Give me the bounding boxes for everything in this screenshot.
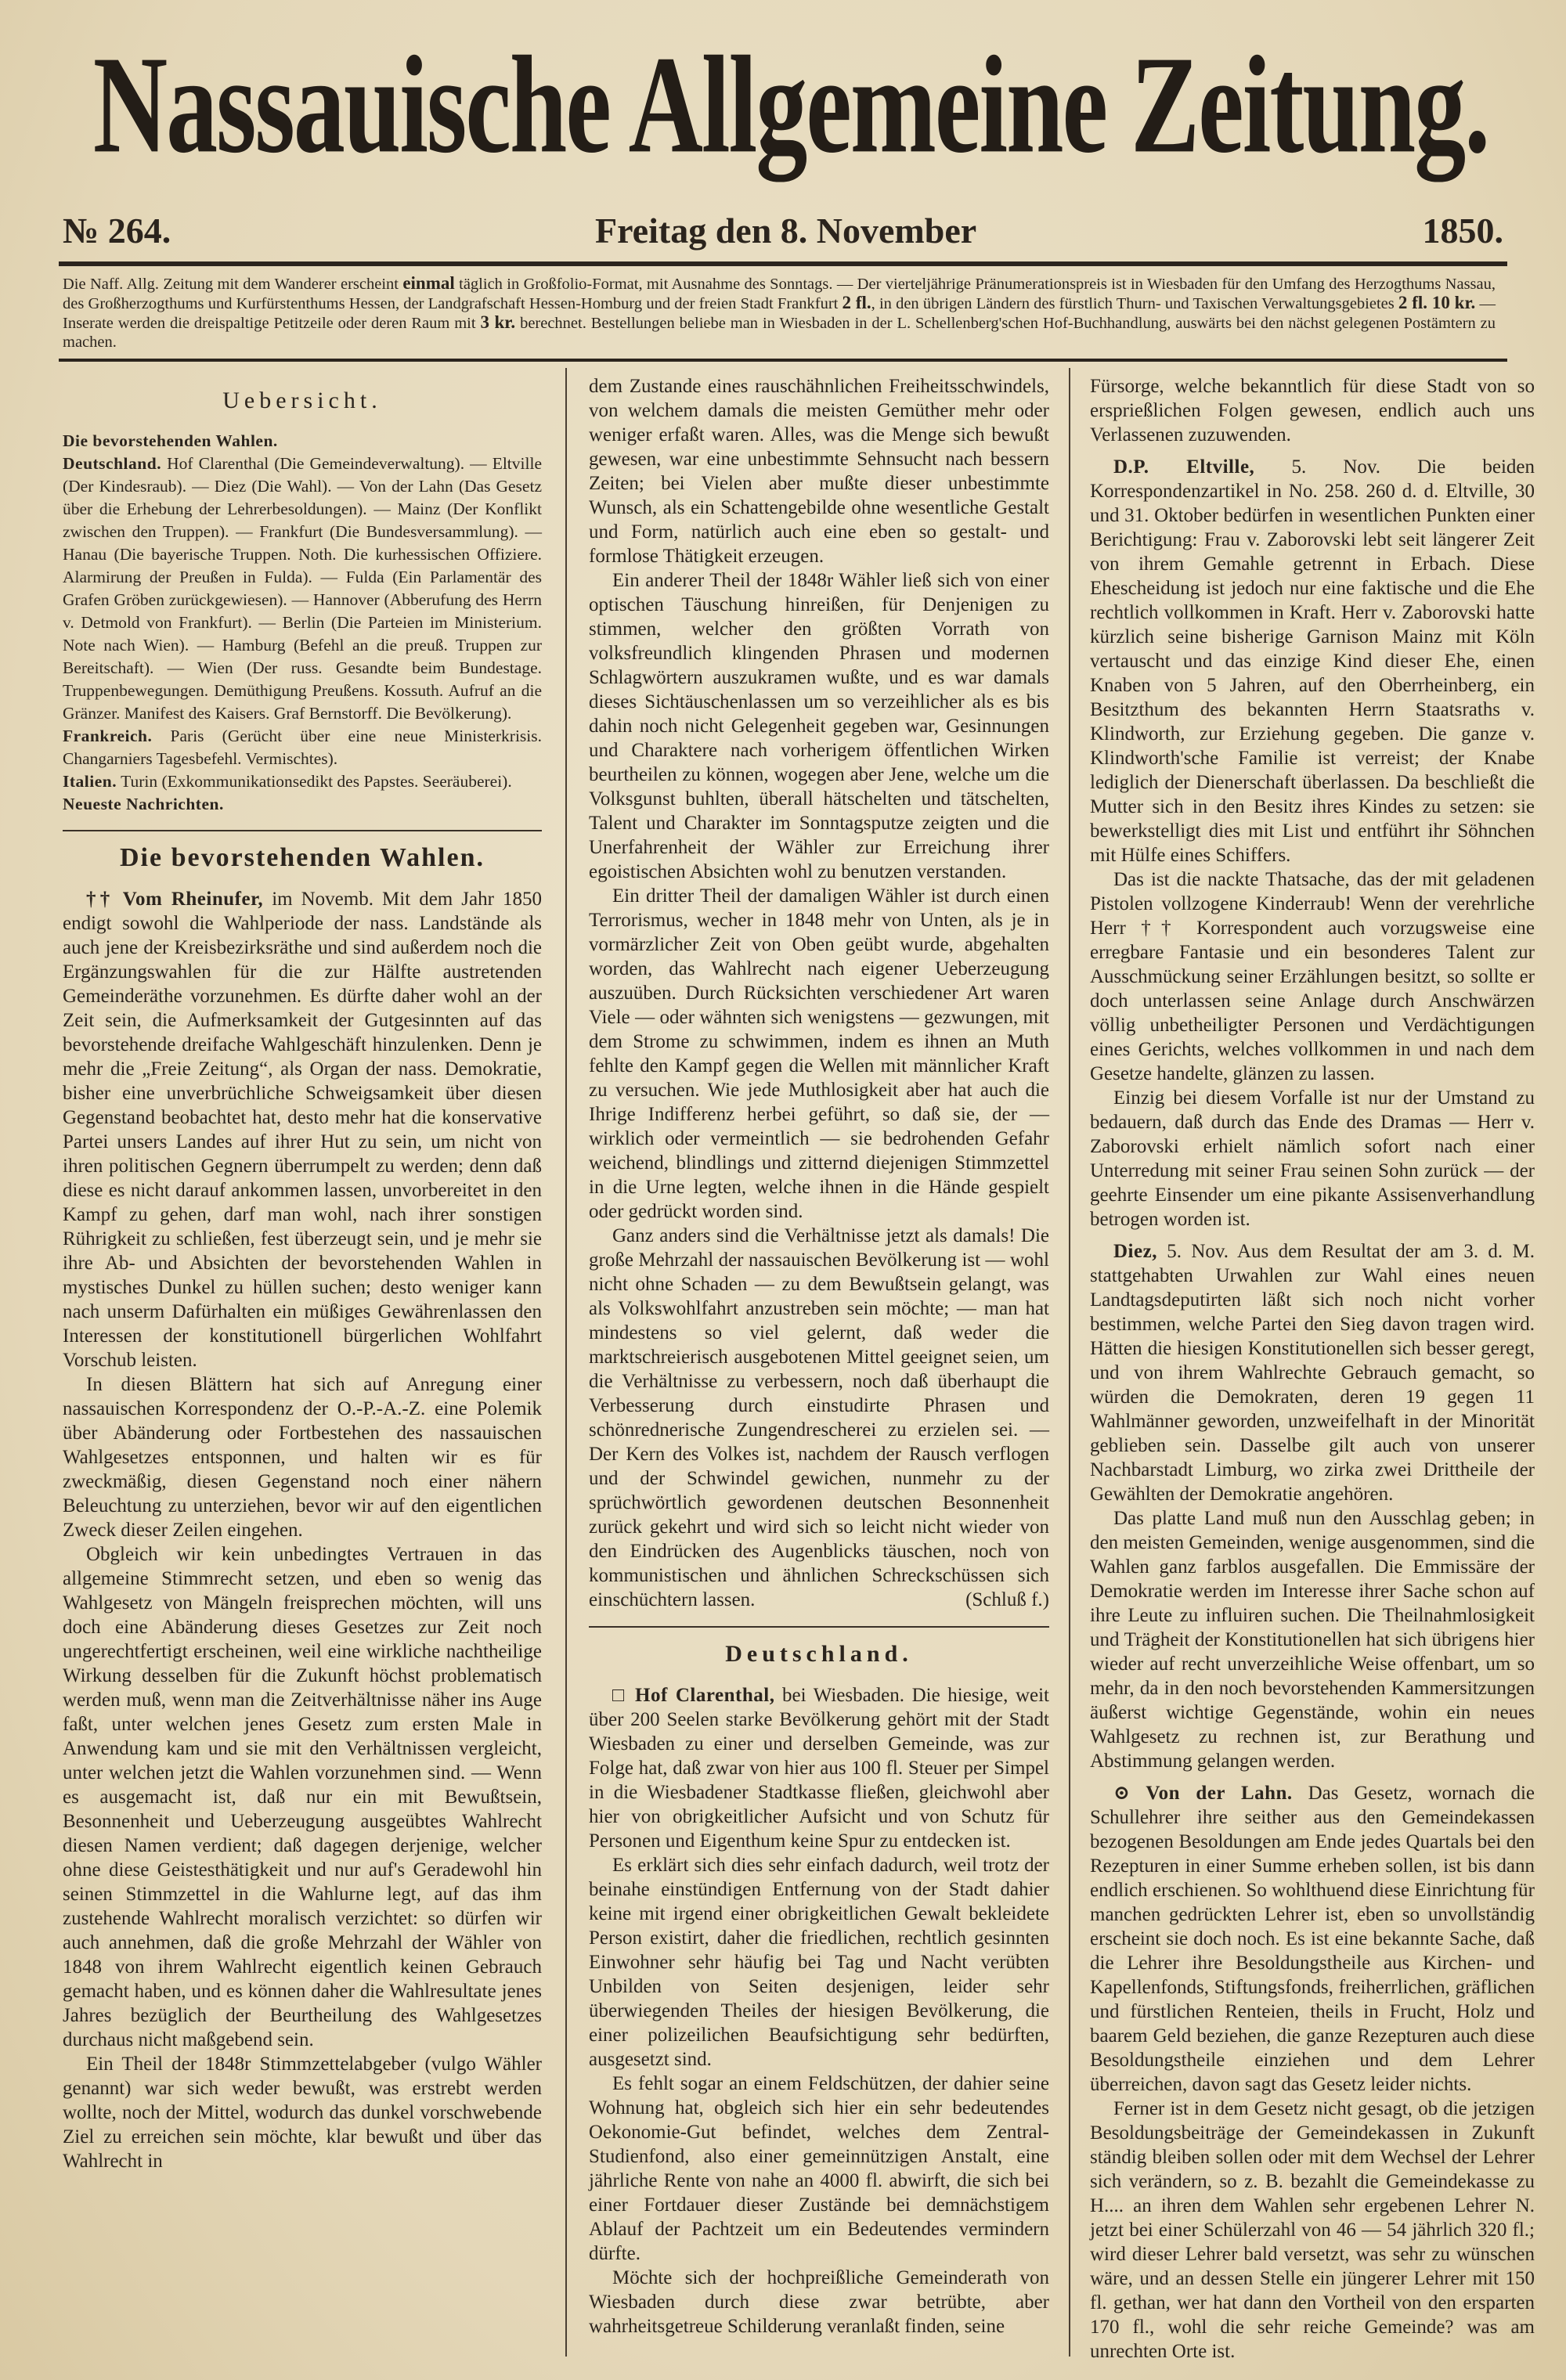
article-paragraph: In diesen Blättern hat sich auf Anregung einer nassauischen Korrespondenz der O.-P.-A.-Z. eine Polemik über Abänderung oder Fortbestehen des nassauischen Wahlgesetzes entsponnen, und halten wir es für zweckmäßig, diesen Gegenstand noch einer nähern Beleuchtung zu unterziehen, bevor wir auf den eigentlichen Zweck dieser Zeilen eingehen. (63, 1374, 542, 1541)
paragraph-text: 5. Nov. Die beiden Korrespondenzartikel in No. 258. 260 d. d. Eltville, 30 und 31. Oktober bedürfen in wesentlichen Punkten einer Berichtigung: Frau v. Zaborovski lebt seit längerer Zeit von ihrem Gemahle getrennt in Erbach. Diese Ehescheidung ist jedoch nur eine faktische und die Ehe rechtlich vollkommen in Kraft. Herr v. Zaborovski hatte kürzlich seine bisherige Garnison Mainz mit Köln vertauscht und das einzige Kind dieser Ehe, einen Knaben von 5 Jahren, auf den Oberrheinberg, ein Besitzthum des bekannten Herrn Staatsraths v. Klindworth, zur Erziehung gegeben. Die ganze v. Klindworth'sche Familie ist verreist; der Knabe lediglich der Dienerschaft überlassen. Da beschließt die Mutter sich in den Besitz ihres Kindes zu setzen: sie bewerkstelligt dies mit List und entführt ihr Söhnchen mit Hülfe eines Schiffers. (1090, 456, 1535, 866)
column-divider (565, 368, 567, 2357)
section-rule (63, 830, 542, 831)
article-paragraph (1090, 1239, 1535, 1506)
article-paragraph: Ferner ist in dem Gesetz nicht gesagt, ob die jetzigen Besoldungsbeiträge der Gemeindekassen in Zukunft ständig bleiben sollen oder mit dem Wechsel der Lehrer sich verändern, so z. B. bezahlt die Gemeindekasse zu H.... an ihren dem Wahlen sehr ergebenen Lehrer N. jetzt bei einer Schülerzahl von 46 — 54 jährlich 320 fl.; wird dieser Lehrer bald versetzt, was sehr zu wünschen wäre, und an dessen Stelle ein jüngerer Lehrer mit 150 fl. gethan, wer hat dann den Vortheil von den ersparten 170 fl., wohl die sehr reiche Gemeinde? was am unrechten Orte ist. (1090, 2098, 1535, 2362)
article-paragraph (589, 1224, 1049, 1612)
notice-text: berechnet. Bestellungen beliebe man in Wiesbaden in der L. Schellenberg'schen Hof-Buchhandlung, auswärts bei den nächst gelegenen Postämtern zu machen. (63, 315, 1496, 351)
article-paragraph (1090, 455, 1535, 867)
overview-item (63, 453, 542, 725)
masthead-title: Nassauische Allgemeine Zeitung. (92, 27, 1489, 182)
article-heading: Die bevorstehenden Wahlen. (119, 843, 485, 872)
overview-lead: Italien. (63, 772, 117, 791)
article-paragraph: Obgleich wir kein unbedingtes Vertrauen in das allgemeine Stimmrecht setzen, und eben so wenig das Wahlgesetz von Mängeln freisprechen möchten, will uns doch eine Abänderung dieses Gesetzes zur Zeit noch ungerechtfertigt erscheinen, weil eine wirkliche nachtheilige Wirkung desselben für die Zukunft höchst problematisch werden muß, wenn man die Zeitverhältnisse näher ins Auge faßt, unter welchen jenes Gesetz zum ersten Male in Anwendung kam und sie mit den Verhältnissen vergleicht, unter welchen jetzt die Wahlen vorzunehmen sind. — Wenn es ausgemacht ist, daß nur ein mit Bewußtsein, Besonnenheit und Ueberzeugung ausgeübtes Wahlrecht diesen Namen verdient; daß dagegen derjenige, welcher ohne diese Geistesthätigkeit und nur auf's Geradewohl hin seinen Stimmzettel in die Wahlurne legt, auf das ihm zustehende Wahlrecht moralisch verzichtet: so dürfen wir auch annehmen, daß die große Mehrzahl der Wähler von 1848 von ihrem Wahlrecht eigentlich keinen Gebrauch gemacht haben, und es können daher die Wahlresultate jenes Jahres bezüglich der Beurtheilung des Wahlgesetzes durchaus nicht maßgebend sein. (63, 1544, 542, 2050)
notice-price: 2 fl. (842, 293, 871, 312)
notice-emphasis: einmal (402, 273, 455, 293)
notice-text: — Inserate werden die dreispaltige Petitzeile oder deren Raum mit (63, 295, 1496, 332)
dateline (63, 210, 1503, 257)
issue-number: № 264. (63, 211, 171, 251)
overview-lead: Deutschland. (63, 454, 162, 473)
issue-year: 1850. (1422, 211, 1503, 251)
overview-heading: Uebersicht. (222, 388, 382, 413)
article-paragraph (63, 887, 542, 1372)
article-paragraph: Möchte sich der hochpreißliche Gemeinderath von Wiesbaden durch diese zwar betrübte, aber wahrheitsgetreue Schilderung veranlaßt finden, seine (589, 2267, 1049, 2337)
notice-price: 2 fl. 10 kr. (1398, 293, 1476, 312)
article-paragraph: Ein Theil der 1848r Stimmzettelabgeber (vulgo Wähler genannt) war sich weder bewußt, was erstrebt werden wollte, noch der Mittel, wodurch das dunkel vorschwebende Ziel zu erreichen sein möchte, klar bewußt und über das Wahlrecht in (63, 2054, 542, 2172)
article-paragraph (589, 1683, 1049, 1853)
subscription-notice (63, 274, 1496, 352)
overview-item (63, 430, 542, 453)
header-rule (59, 261, 1507, 266)
article-dateline: D.P. Eltville, (1113, 456, 1255, 478)
paragraph-text: bei Wiesbaden. Die hiesige, weit über 200 Seelen starke Bevölkerung gehört mit der Stadt Wiesbaden zu einer und derselben Gemeinde, was zur Folge hat, daß zwar von hier aus 100 fl. Steuer per Simpel in die Wiesbadener Stadtkasse fließen, gleichwohl aber hier von obrigkeitlicher Aufsicht und von Schutz für Personen und Eigenthum keine Spur zu entdecken ist. (589, 1685, 1049, 1852)
continued-note: (Schluß f.) (965, 1589, 1049, 1610)
column-3 (1090, 374, 1535, 2364)
article-paragraph: Ein anderer Theil der 1848r Wähler ließ sich von einer optischen Täuschung hinreißen, für Denjenigen zu stimmen, welcher den größten Vorrath von volksfreundlich klingenden Phrasen und modernen Schlagwörtern auszukramen wußte, und es war damals dieses Sichtäuschenlassen um so verzeihlicher als es bis dahin noch nicht Gelegenheit gegeben war, Gesinnungen und Charaktere nach vorherigem öffentlichen Wirken beurtheilen zu können, wogegen aber Jene, welche um die Volksgunst buhlten, überall hätschelten und tätschelten, Talent und Charakter im Sonntagsputze zeigten und die Unerfahrenheit der Wähler zur Erreichung ihrer egoistischen Absichten wohl zu benutzen verstanden. (589, 570, 1049, 882)
article-dateline: Diez, (1113, 1241, 1157, 1262)
overview-text: Hof Clarenthal (Die Gemeindeverwaltung). — Eltville (Der Kindesraub). — Diez (Die Wahl). — Von der Lahn (Das Gesetz über die Erhebung der Lehrerbesoldungen). — Mainz (Der Konflikt zwischen den Truppen). — Frankfurt (Die Bundesversammlung). — Hanau (Die bayerische Truppen. Noth. Die kurhessischen Offiziere. Alarmirung der Preußen in Fulda). — Fulda (Ein Parlamentär des Grafen Gröben zurückgewiesen). — Hannover (Abberufung des Herrn v. Detmold von Frankfurt). — Berlin (Die Parteien im Ministerium. Note nach Wien). — Hamburg (Befehl an die preuß. Truppen zur Bereitschaft). — Wien (Der russ. Gesandte beim Bundestage. Truppenbewegungen. Demüthigung Preußens. Kossuth. Aufruf an die Gränzer. Manifest des Kaisers. Graf Bernstorff. Die Bevölkerung). (63, 454, 542, 723)
article-paragraph: Es erklärt sich dies sehr einfach dadurch, weil trotz der beinahe einstündigen Entfernung von der Stadt dahier keine mit irgend einer obrigkeitlichen Gewalt bekleidete Person existirt, daher die friedlichen, rechtlich gesinnten Einwohner sehr häufig bei Tag und Nacht verübten Unbilden von Seiten desjenigen, leider sehr überwiegenden Theiles der hiesigen Bevölkerung, die einer polizeilichen Beaufsichtigung sehr bedürften, ausgesetzt sind. (589, 1855, 1049, 2070)
notice-price: 3 kr. (480, 312, 516, 332)
overview-text: Turin (Exkommunikationsedikt des Papstes. Seeräuberei). (121, 772, 512, 791)
overview-item (63, 793, 542, 816)
article-paragraph: Das ist die nackte Thatsache, das der mit geladenen Pistolen vollzogene Kinderraub! Wenn der verehrliche Herr †† Korrespondent auch vorzugsweise eine erregbare Fantasie und ein besonderes Talent zur Ausschmückung seiner Erzählungen besitzt, so sollte er doch unterlassen seine Anlage durch Anschwärzen völlig unbetheiligter Personen und Verdächtigungen eines Gerichts, welches vollkommen in und nach dem Gesetze handelte, glänzen zu lassen. (1090, 869, 1535, 1084)
notice-text: täglich in Großfolio-Format, mit Ausnahme des Sonntags. — Der vierteljährige Pränumerationspreis ist in Wiesbaden für den Umfang des Herzogthums Nassau, des Großherzogthums und Kurfürstenthums Hessen, der Landgrafschaft Hessen-Homburg und der freien Stadt Frankfurt (63, 276, 1496, 312)
article-paragraph: Es fehlt sogar an einem Feldschützen, der dahier seine Wohnung hat, obgleich sich hier ein sehr bedeutendes Oekonomie-Gut befindet, welches dem Zentral-Studienfond, also einer gemeinnützigen Anstalt, eine jährliche Rente von nahe an 4000 fl. abwirft, die sich bei einer Fortdauer dieser Zustände bei demnächstigem Ablauf der Pachtzeit um ein Bedeutendes vermindern dürfte. (589, 2073, 1049, 2264)
overview-lead: Frankreich. (63, 727, 153, 745)
article-dateline: □ Hof Clarenthal, (612, 1685, 775, 1706)
article-paragraph: Ein dritter Theil der damaligen Wähler ist durch einen Terrorismus, wecher in 1848 mehr von Unten, als je in vormärzlicher Zeit von Oben geübt wurde, abgehalten worden, das Wahlrecht nach eigener Ueberzeugung auszuüben. Durch Rücksichten verschiedener Art waren Viele — oder wähnten sich wenigstens — gezwungen, mit dem Strome zu schwimmen, indem es ihnen an Muth fehlte den Kampf gegen die Wellen mit männlicher Kraft zu versuchen. Wie jede Muthlosigkeit aber hat auch die Ihrige Indifferenz herbei geführt, so daß sie, der — wirklich oder vermeintlich — sie bedrohenden Gefahr weichend, blindlings und zitternd diejenigen Stimmzettel in die Urne legten, welche ihnen in die Hände gespielt oder gedrückt worden sind. (589, 885, 1049, 1222)
paragraph-text: Das Gesetz, wornach die Schullehrer ihre seither aus den Gemeindekassen bezogenen Besoldungen am Ende jedes Quartals bei den Rezepturen in einer Summe erheben sollen, ist bis dann endlich erschienen. So wohlthuend diese Einrichtung für manchen gedrückten Lehrer ist, eben so unvollständig erscheint sie doch noch. Es ist eine bekannte Sache, daß die Lehrer ihre Besoldungstheile aus Kirchen- und Kapellenfonds, Stiftungsfonds, freiherrlichen, gräflichen und fürstlichen Renteien, theils in Frucht, Holz und baarem Geld beziehen, die ganze Rezepturen auch diese Besoldungstheile einziehen und dem Lehrer überreichen, davon sagt das Gesetz leider nichts. (1090, 1783, 1535, 2095)
overview-item (63, 725, 542, 770)
article-paragraph: Einzig bei diesem Vorfalle ist nur der Umstand zu bedauern, daß durch das Ende des Dramas — Herr v. Zaborovski erhielt nämlich sofort nach einer Unterredung mit seiner Frau seinen Sohn zurück — der geehrte Einsender um eine pikante Assisenverhandlung betrogen worden ist. (1090, 1087, 1535, 1230)
overview-lead: Die bevorstehenden Wahlen. (63, 431, 278, 450)
article-paragraph: Das platte Land muß nun den Ausschlag geben; in den meisten Gemeinden, wenige ausgenommen, sind die Wahlen ganz farblos ausgefallen. Die Emmissäre der Demokratie werden im Interesse ihrer Sache schon auf ihre Leute zu influiren suchen. Die Theilnahmlosigkeit und Trägheit der Konstitutionellen hat sich übrigens hier wieder auf recht unverzeihliche Weise offenbart, um so mehr, da in den noch bevorstehenden Kammersitzungen äußerst wichtige Gegenstände, wohin ein neues Wahlgesetz zu rechnen ist, zur Berathung und Abstimmung gelangen werden. (1090, 1508, 1535, 1772)
overview-lead: Neueste Nachrichten. (63, 795, 224, 813)
column-divider (1069, 368, 1070, 2357)
overview-text: Paris (Gerücht über eine neue Ministerkrisis. Changarniers Tagesbefehl. Vermischtes). (63, 727, 543, 768)
column-1 (63, 374, 542, 2173)
paragraph-text: im Novemb. Mit dem Jahr 1850 endigt sowohl die Wahlperiode der nass. Landstände als auch jene der Kreisbezirksräthe und sind außerdem noch die Ergänzungswahlen für die zur Hälfte austretenden Gemeinderäthe vorzunehmen. Es dürfte daher wohl an der Zeit sein, die Aufmerksamkeit der Gutgesinnten auf das bevorstehende dreifache Wahlgeschäft hinzulenken. Denn je mehr die „Freie Zeitung“, als Organ der nass. Demokratie, bisher eine unverbrüchliche Schweigsamkeit über diesen Gegenstand beobachtet hat, desto mehr hat die konservative Partei unsers Landes auf ihrer Hut zu sein, um nicht von ihren politischen Gegnern überrumpelt zu werden; denn daß diese es nicht darauf ankommen lassen, unvorbereitet in den Kampf zu gehen, darf man wohl, nach ihrer sonstigen Rührigkeit zu schließen, fest überzeugt sein, und je mehr sie ihre Ab- und Absichten der bevorstehenden Wahlen in mystisches Dunkel zu hüllen suchen; desto weniger kann nach unserm Dafürhalten ein müßiges Gewährenlassen den Interessen der konstitutionell bürgerlichen Wohlfahrt Vorschub leisten. (63, 889, 542, 1371)
column-2 (589, 374, 1049, 2339)
notice-text: , in den übrigen Ländern des fürstlich Thurn- und Taxischen Verwaltungsgebietes (871, 295, 1395, 312)
article-paragraph: Fürsorge, welche bekanntlich für diese Stadt von so ersprießlichen Folgen gewesen, endlich auch uns Verlassenen zuzuwenden. (1090, 376, 1535, 445)
overview-item (63, 770, 542, 793)
paragraph-text: Ganz anders sind die Verhältnisse jetzt als damals! Die große Mehrzahl der nassauischen Bevölkerung ist — wohl nicht ohne Schaden — zu dem Bewußtsein gelangt, was als Volkswohlfahrt anzustreben sein möchte; — man hat mindestens so viel gelernt, daß weder die marktschreierisch ausgebotenen Mittel geeignet seien, um die Verhältnisse zu verbessern, noch daß überhaupt die Verbesserung durch einstudirte Phrasen und schönrednerische Zungendrescherei zu erzielen sei. — Der Kern des Volkes ist, nachdem der Rausch verflogen und der Schwindel gewichen, nunmehr zu der sprüchwörtlich gewordenen deutschen Besonnenheit zurück gekehrt und wird sich so leicht nicht wieder von den Eindrücken des Augenblicks täuschen, noch von kommunistischen und ähnlichen Schreckschüssen sich einschüchtern lassen. (589, 1225, 1049, 1610)
section-rule (589, 1626, 1049, 1628)
article-dateline: †† Vom Rheinufer, (86, 889, 264, 910)
section-heading-deutschland: Deutschland. (725, 1641, 913, 1667)
notice-rule (59, 359, 1507, 362)
article-paragraph (1090, 1781, 1535, 2097)
article-paragraph: dem Zustande eines rauschähnlichen Freiheitsschwindels, von welchem damals die meisten Gemüther mehr oder weniger erfaßt waren. Alles, was die Menge sich bewußt gewesen, war eine unbestimmte Sehnsucht nach bessern Zeiten; bei Vielen aber mußte dieser unbestimmte Wunsch, als ein Schattengebilde ohne wesentliche Gestalt und Form, natürlich auch eine eben so gestalt- und formlose Thätigkeit erzeugen. (589, 376, 1049, 567)
overview-list (63, 430, 542, 816)
paragraph-text: 5. Nov. Aus dem Resultat der am 3. d. M. stattgehabten Urwahlen zur Wahl eines neuen Landtagsdeputirten läßt sich noch nicht vorher bestimmen, welche Partei den Sieg davon tragen wird. Hätten die hiesigen Konstitutionellen sich besser geregt, und von ihrem Wahlrechte Gebrauch gemacht, so würden die Demokraten, deren 19 gegen 11 Wahlmänner geworden, unzweifelhaft in der Minorität geblieben sein. Dasselbe gilt auch von unserer Nachbarstadt Limburg, wo zirka zwei Drittheile der Gewählten der Demokratie angehören. (1090, 1241, 1535, 1505)
issue-date: Freitag den 8. November (595, 211, 977, 251)
notice-text: Die Naff. Allg. Zeitung mit dem Wanderer erscheint (63, 276, 399, 293)
article-dateline: ⊙ Von der Lahn. (1113, 1783, 1293, 1804)
